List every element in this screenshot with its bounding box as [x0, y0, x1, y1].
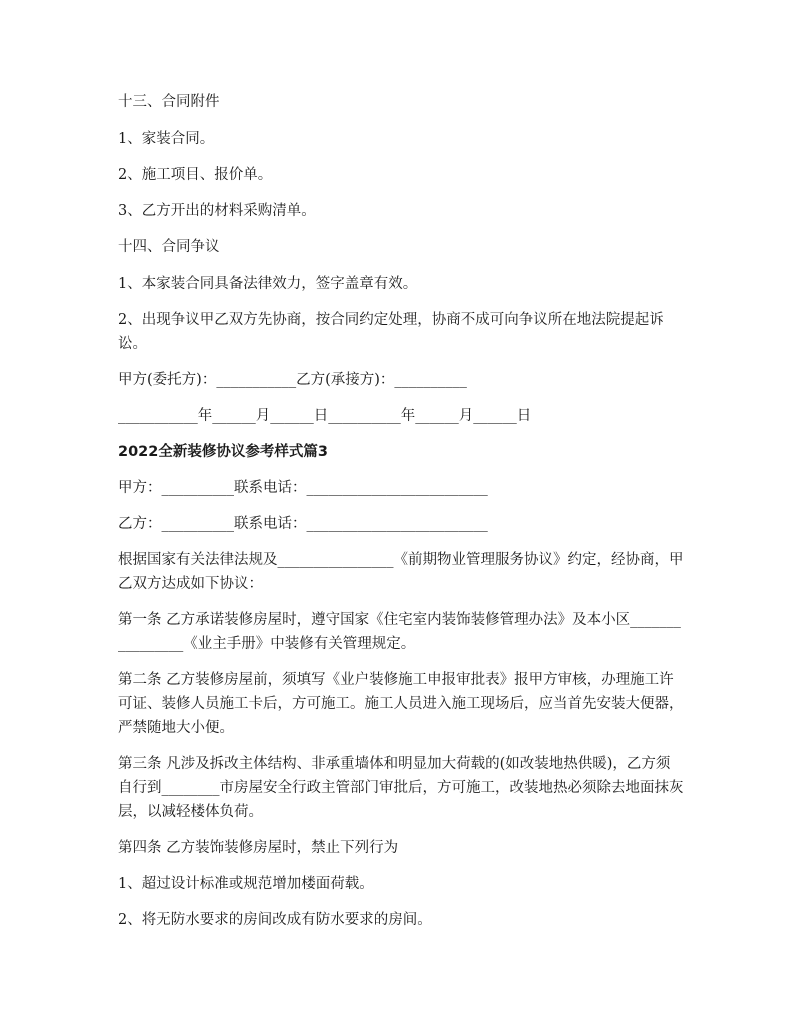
list-item: 1、本家装合同具备法律效力，签字盖章有效。	[118, 276, 418, 292]
list-item: 2、将无防水要求的房间改成有防水要求的房间。	[118, 912, 432, 928]
party-b-line: 乙方：__________联系电话：_________________________	[118, 516, 488, 532]
list-item: 2、出现争议甲乙双方先协商，按合同约定处理，协商不成可向争议所在地法院提起诉讼。	[118, 312, 664, 352]
article-4: 第四条 乙方装饰装修房屋时，禁止下列行为	[118, 840, 399, 856]
signature-line: 甲方(委托方)：___________乙方(承接方)：__________	[118, 372, 467, 388]
list-item: 2、施工项目、报价单。	[118, 167, 273, 183]
article-2: 第二条 乙方装修房屋前，须填写《业户装修施工申报审批表》报甲方审核，办理施工许可证、装修人员施工卡后，方可施工。施工人员进入施工现场后，应当首先安装大便器，严禁随地大小便。	[118, 672, 684, 736]
party-a-line: 甲方：__________联系电话：_________________________	[118, 480, 488, 496]
list-item: 1、家装合同。	[118, 131, 215, 147]
article-1: 第一条 乙方承诺装修房屋时，遵守国家《住宅室内装饰装修管理办法》及本小区________________《业主手册》中装修有关管理规定。	[118, 612, 681, 652]
section-heading-13: 十三、合同附件	[118, 94, 220, 110]
preamble-paragraph: 根据国家有关法律法规及________________《前期物业管理服务协议》约定，经协商，甲乙双方达成如下协议：	[118, 552, 684, 592]
document-body	[118, 90, 684, 932]
chapter-title: 2022全新装修协议参考样式篇3	[118, 444, 328, 460]
article-3: 第三条 凡涉及拆改主体结构、非承重墙体和明显加大荷载的(如改装地热供暖)，乙方须自行到________市房屋安全行政主管部门审批后，方可施工，改装地热必须除去地面抹灰层，以减轻楼体负荷。	[118, 756, 684, 820]
list-item: 1、超过设计标准或规范增加楼面荷载。	[118, 876, 374, 892]
list-item: 3、乙方开出的材料采购清单。	[118, 203, 316, 219]
section-heading-14: 十四、合同争议	[118, 239, 220, 255]
date-line: ___________年______月______日__________年______月______日	[118, 408, 532, 424]
